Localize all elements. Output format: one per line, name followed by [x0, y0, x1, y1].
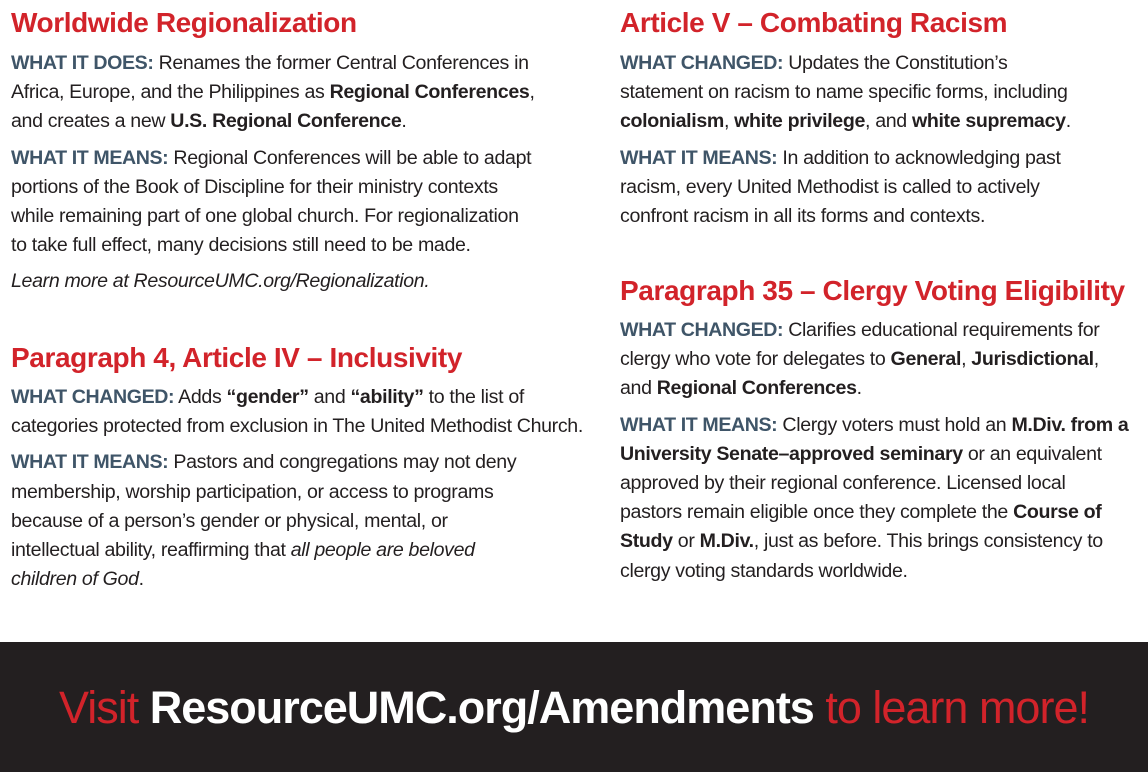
- section-clergy-voting: [620, 271, 1128, 586]
- section-combating-racism: [620, 3, 1071, 231]
- what-it-means-paragraph: WHAT IT MEANS: Pastors and congregations may not deny membership, worship participation, or access to programs because of a person’s gender or physical, mental, or intellectual ability, reaffirming that all people are beloved children of God.: [11, 451, 517, 591]
- what-it-does-paragraph: WHAT IT DOES: Renames the former Central Conferences in Africa, Europe, and the Philippines as Regional Conferences, and creates a new U.S. Regional Conference.: [11, 52, 535, 133]
- what-changed-paragraph: WHAT CHANGED: Updates the Constitution’s statement on racism to name specific forms, including colonialism, white privilege, and white supremacy.: [620, 52, 1071, 133]
- what-it-means-paragraph: WHAT IT MEANS: Clergy voters must hold an M.Div. from a University Senate–approved seminary or an equivalent approved by their regional conference. Licensed local pastors remain eligible once they complete the Course of Study or M.Div., just as before. This brings consistency to clergy voting standards worldwide.: [620, 413, 1129, 582]
- learn-more-link[interactable]: Learn more at ResourceUMC.org/Regionalization.: [11, 270, 430, 293]
- amendments-link[interactable]: ResourceUMC.org/Amendments: [149, 682, 814, 733]
- section-worldwide-regionalization: [11, 3, 535, 297]
- section-title: Worldwide Regionalization: [11, 7, 357, 38]
- section-title: Paragraph 35 – Clergy Voting Eligibility: [620, 275, 1125, 306]
- what-changed-paragraph: WHAT CHANGED: Clarifies educational requirements for clergy who vote for delegates to General, Jurisdictional, and Regional Conferences.: [620, 319, 1100, 400]
- what-it-means-paragraph: WHAT IT MEANS: In addition to acknowledging past racism, every United Methodist is called to actively confront racism in all its forms and contexts.: [620, 146, 1061, 228]
- section-title: Paragraph 4, Article IV – Inclusivity: [11, 342, 463, 373]
- section-inclusivity: [11, 338, 583, 594]
- footer-banner: [0, 642, 1148, 772]
- footer-call-to-action: Visit ResourceUMC.org/Amendments to learn more!: [59, 682, 1089, 733]
- what-changed-paragraph: WHAT CHANGED: Adds “gender” and “ability” to the list of categories protected from exclusion in The United Methodist Church.: [11, 386, 583, 438]
- section-title: Article V – Combating Racism: [620, 7, 1008, 38]
- what-it-means-paragraph: WHAT IT MEANS: Regional Conferences will be able to adapt portions of the Book of Discipline for their ministry contexts while remaining part of one global church. For regionalization to take full effect, many decisions still need to be made.: [11, 146, 532, 257]
